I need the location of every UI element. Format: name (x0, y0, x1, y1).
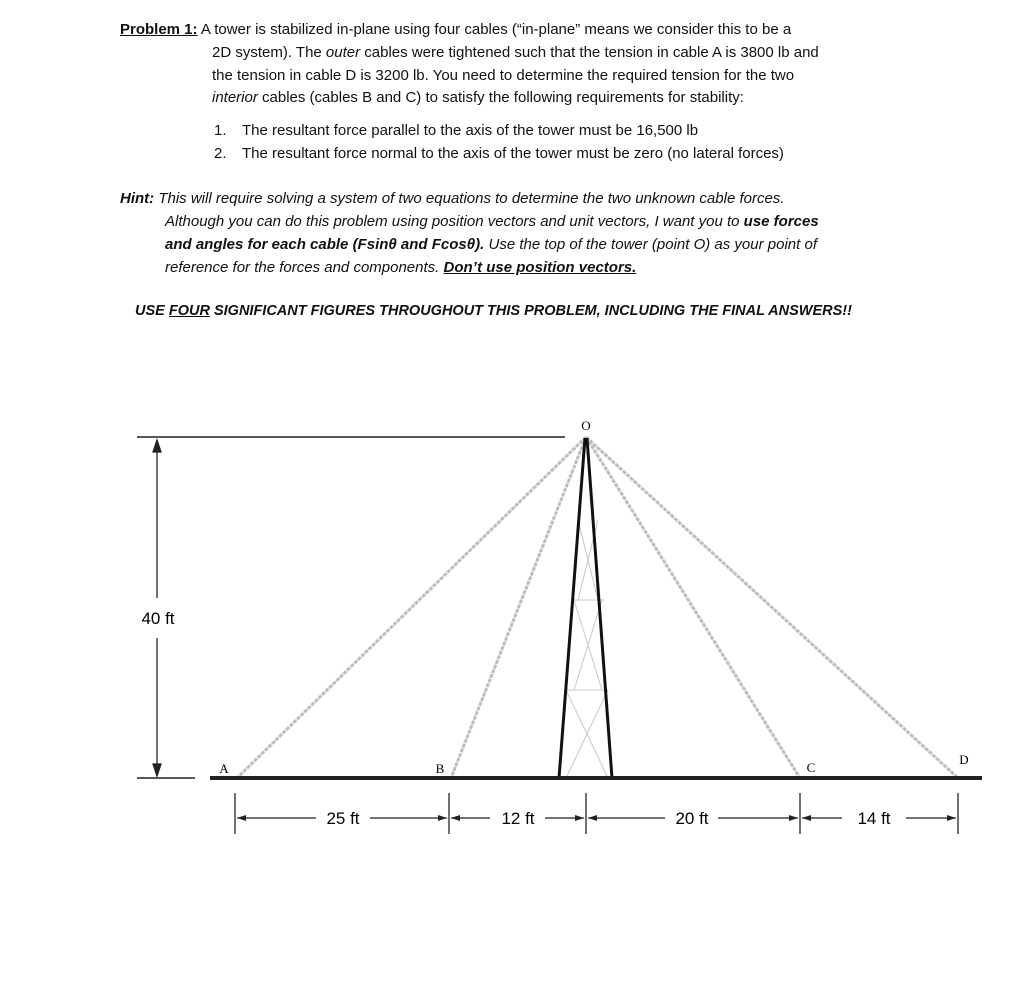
hint-text: Although you can do this problem using position vectors and unit vectors, I want you to (165, 213, 744, 230)
height-dimension (153, 440, 161, 776)
problem-text-emphasis: interior (212, 89, 258, 106)
note-underlined: FOUR (168, 303, 210, 319)
point-o-label: O (581, 418, 591, 433)
hint-text: This will require solving a system of two equations to determine the two unknown cable forces. (158, 190, 785, 207)
problem-text: cables (cables B and C) to satisfy the following requirements for stability: (257, 89, 744, 106)
problem-text: the tension in cable D is 3200 lb. You need to determine the required tension for the two (212, 67, 795, 84)
cable-c (586, 437, 800, 778)
problem-text: A tower is stabilized in-plane using four cables (“in-plane” means we consider this to be a (200, 21, 792, 38)
problem-text: cables were tightened such that the tension in cable A is 3800 lb and (360, 44, 819, 61)
cable-d (586, 437, 958, 778)
anchor-d-label: D (959, 752, 969, 767)
span-label-ab: 25 ft (326, 809, 360, 828)
height-label: 40 ft (141, 609, 175, 628)
requirement-text: The resultant force parallel to the axis of the tower must be 16,500 lb (242, 122, 699, 139)
hint-text: reference for the forces and components. (165, 259, 444, 276)
hint-text-bold: Don’t use position vectors. (443, 259, 637, 276)
note-text: SIGNIFICANT FIGURES THROUGHOUT THIS PROBLEM, INCLUDING THE FINAL ANSWERS!! (209, 303, 852, 319)
requirement-text: The resultant force normal to the axis of the tower must be zero (no lateral forces) (242, 145, 784, 162)
note-text: USE (135, 303, 169, 319)
problem-text-emphasis: outer (325, 44, 361, 61)
requirement-number: 2. (214, 145, 227, 162)
requirement-number: 1. (214, 122, 227, 139)
hint-text: Use the top of the tower (point O) as your point of (484, 236, 817, 253)
hint-text-bold: use forces (743, 213, 819, 230)
problem-label: Problem 1: (120, 21, 198, 38)
cable-b (451, 437, 586, 778)
problem-text: 2D system). The (212, 44, 326, 61)
span-label-tower-c: 20 ft (675, 809, 709, 828)
hint-label: Hint: (120, 190, 155, 207)
span-label-b-tower: 12 ft (501, 809, 535, 828)
anchor-b-label: B (435, 761, 445, 776)
hint-text-bold: and angles for each cable (Fsinθ and Fcosθ). (165, 236, 485, 253)
anchor-c-label: C (806, 760, 816, 775)
anchor-a-label: A (219, 761, 229, 776)
cables (237, 437, 958, 778)
cable-a (237, 437, 586, 778)
span-label-cd: 14 ft (857, 809, 891, 828)
